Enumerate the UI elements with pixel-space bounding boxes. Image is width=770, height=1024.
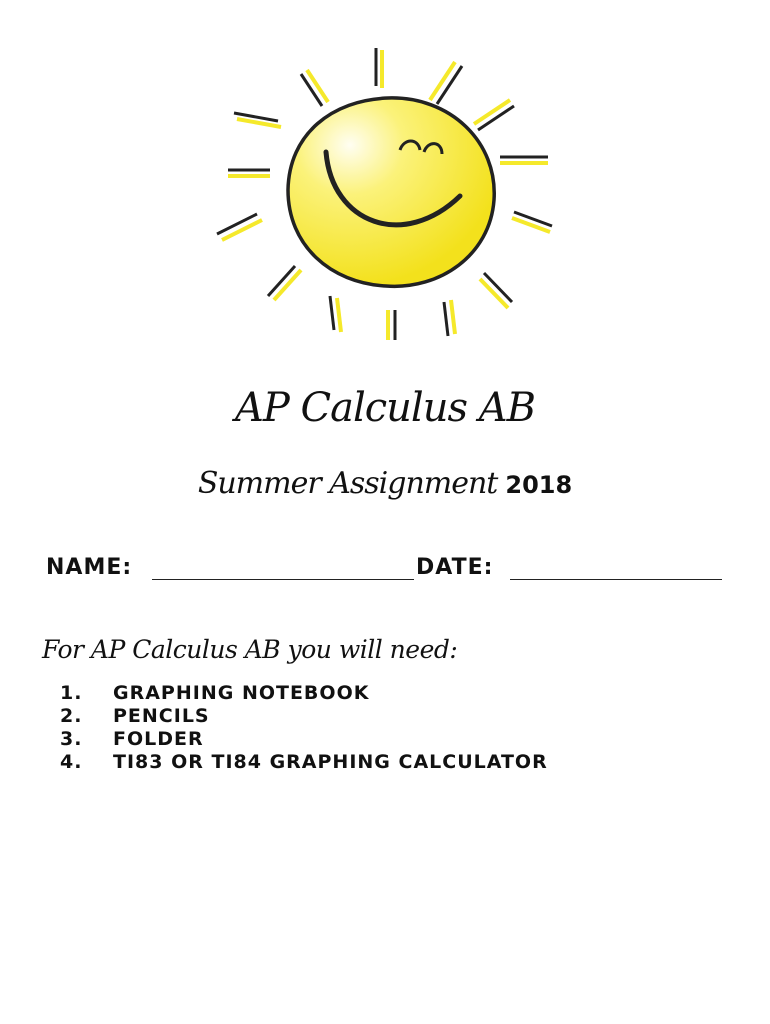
list-item: 3. FOLDER	[60, 728, 204, 750]
list-item: 4. TI83 OR TI84 GRAPHING CALCULATOR	[60, 751, 548, 773]
needs-heading: For AP Calculus AB you will need:	[42, 635, 458, 664]
date-blank-line[interactable]	[510, 579, 722, 580]
list-item: 2. PENCILS	[60, 705, 210, 727]
name-date-fields	[46, 553, 736, 587]
subtitle-text: Summer Assignment	[197, 466, 498, 501]
sun-face	[288, 98, 494, 286]
date-label: DATE:	[416, 555, 494, 580]
page-title: AP Calculus AB	[234, 385, 535, 431]
smiling-sun-icon	[205, 40, 565, 340]
name-blank-line[interactable]	[152, 579, 414, 580]
name-label: NAME:	[46, 555, 133, 580]
subtitle-year: 2018	[505, 471, 573, 499]
list-item: 1. GRAPHING NOTEBOOK	[60, 682, 370, 704]
subtitle	[0, 466, 770, 501]
supplies-list	[60, 682, 548, 774]
